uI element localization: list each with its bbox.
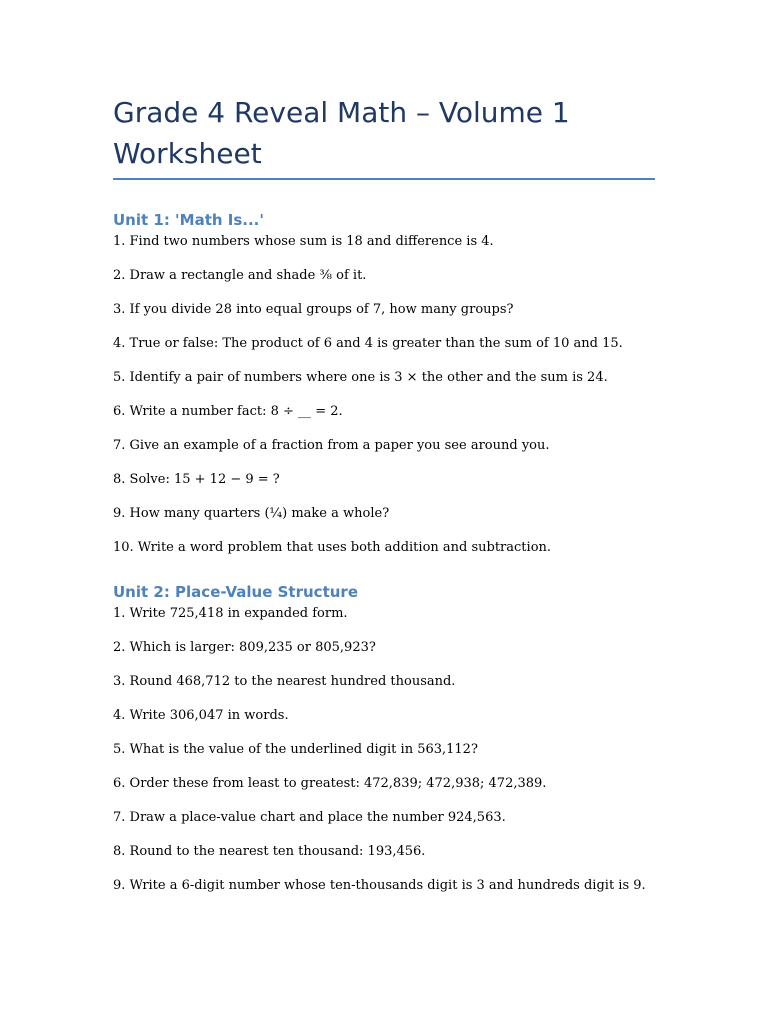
question-item: 10. Write a word problem that uses both addition and subtraction. [113, 540, 552, 555]
question-item: 9. Write a 6-digit number whose ten-thousands digit is 3 and hundreds digit is 9. [113, 878, 646, 893]
question-item: 1. Write 725,418 in expanded form. [113, 606, 348, 621]
question-list [113, 233, 655, 557]
question-item: 9. How many quarters (¼) make a whole? [113, 506, 390, 521]
question-item: 6. Order these from least to greatest: 472,839; 472,938; 472,389. [113, 776, 547, 791]
question-item: 3. If you divide 28 into equal groups of 7, how many groups? [113, 302, 514, 317]
question-item: 7. Draw a place-value chart and place the number 924,563. [113, 810, 506, 825]
document-title [113, 92, 655, 178]
question-item: 4. Write 306,047 in words. [113, 708, 289, 723]
question-item: 4. True or false: The product of 6 and 4 is greater than the sum of 10 and 15. [113, 336, 623, 351]
question-item: 7. Give an example of a fraction from a paper you see around you. [113, 438, 550, 453]
document-page [113, 92, 655, 911]
question-item: 1. Find two numbers whose sum is 18 and difference is 4. [113, 234, 494, 249]
section-heading: Unit 2: Place-Value Structure [113, 583, 358, 601]
question-item: 3. Round 468,712 to the nearest hundred thousand. [113, 674, 456, 689]
section-unit-1 [113, 210, 655, 557]
section-unit-2 [113, 582, 655, 895]
question-item: 2. Which is larger: 809,235 or 805,923? [113, 640, 376, 655]
document-title-line-2: Worksheet [113, 137, 262, 170]
question-list [113, 605, 655, 895]
question-item: 5. What is the value of the underlined digit in 563,112? [113, 742, 478, 757]
question-item: 2. Draw a rectangle and shade ⅜ of it. [113, 268, 367, 283]
question-item: 6. Write a number fact: 8 ÷ __ = 2. [113, 404, 343, 419]
question-item: 8. Round to the nearest ten thousand: 193,456. [113, 844, 426, 859]
title-divider [113, 178, 655, 180]
question-item: 8. Solve: 15 + 12 − 9 = ? [113, 472, 280, 487]
section-heading: Unit 1: 'Math Is...' [113, 211, 264, 229]
document-title-line-1: Grade 4 Reveal Math – Volume 1 [113, 96, 570, 129]
question-item: 5. Identify a pair of numbers where one is 3 × the other and the sum is 24. [113, 370, 608, 385]
